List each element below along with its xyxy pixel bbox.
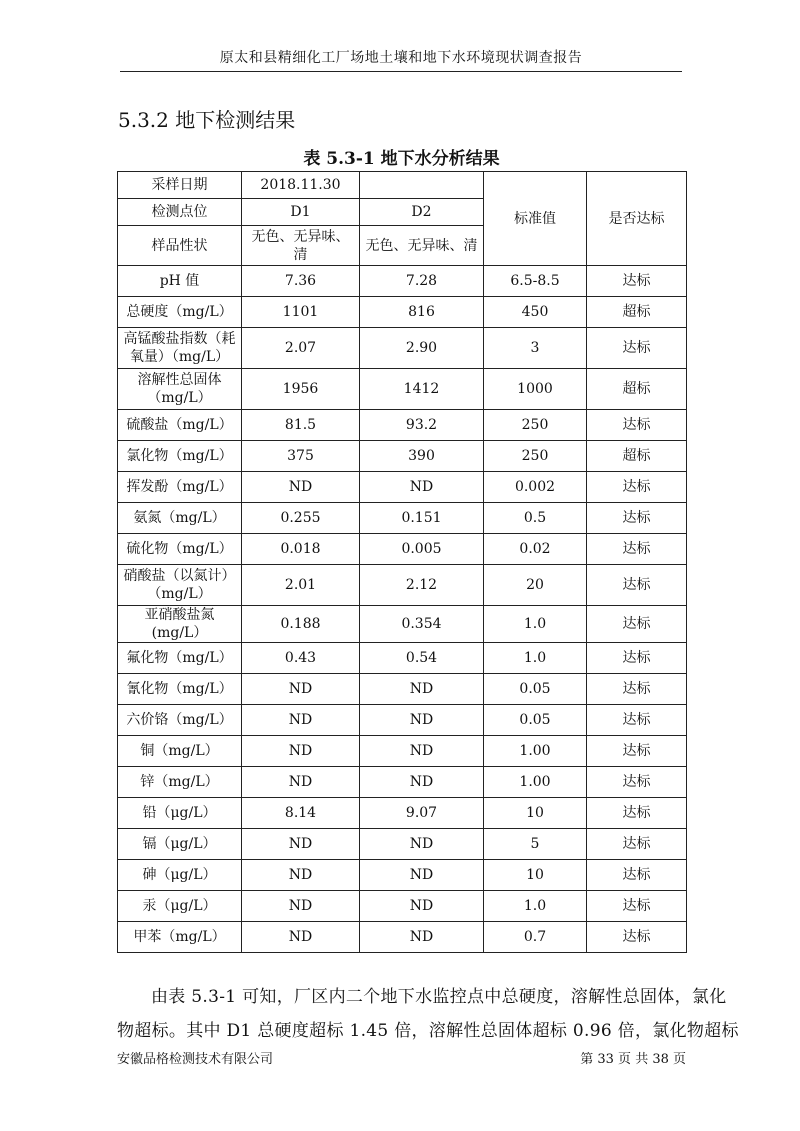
nature-d1: 无色、无异味、清 <box>242 226 360 266</box>
item-cell: 硫化物（mg/L） <box>118 534 242 565</box>
item-cell: 总硬度（mg/L） <box>118 297 242 328</box>
result-cell: 达标 <box>587 860 687 891</box>
groundwater-results-table <box>117 171 687 953</box>
d2-cell: ND <box>360 891 484 922</box>
table-row <box>118 860 687 891</box>
standard-cell: 3 <box>484 328 587 369</box>
standard-cell: 0.002 <box>484 472 587 503</box>
result-cell: 达标 <box>587 798 687 829</box>
table-row <box>118 674 687 705</box>
table-caption: 表 5.3-1 地下水分析结果 <box>303 149 500 169</box>
d2-cell: 0.151 <box>360 503 484 534</box>
table-row <box>118 472 687 503</box>
table-header-row <box>118 172 687 199</box>
result-cell: 达标 <box>587 503 687 534</box>
standard-cell: 20 <box>484 565 587 606</box>
standard-cell: 1.0 <box>484 891 587 922</box>
d1-cell: 81.5 <box>242 410 360 441</box>
d2-cell: 816 <box>360 297 484 328</box>
d1-cell: 1956 <box>242 369 360 410</box>
item-cell: 铅（μg/L） <box>118 798 242 829</box>
item-cell: 锌（mg/L） <box>118 767 242 798</box>
item-cell: 六价铬（mg/L） <box>118 705 242 736</box>
item-cell: 氰化物（mg/L） <box>118 674 242 705</box>
table-row <box>118 441 687 472</box>
standard-cell: 0.02 <box>484 534 587 565</box>
d2-cell: 0.54 <box>360 643 484 674</box>
header-rule <box>120 71 682 72</box>
sample-date-label: 采样日期 <box>118 172 242 199</box>
section-heading: 5.3.2 地下检测结果 <box>118 108 296 132</box>
d2-cell: 0.005 <box>360 534 484 565</box>
point-label: 检测点位 <box>118 199 242 226</box>
table-row <box>118 767 687 798</box>
table-row <box>118 736 687 767</box>
d2-cell: ND <box>360 829 484 860</box>
item-cell: 溶解性总固体（mg/L） <box>118 369 242 410</box>
standard-cell: 450 <box>484 297 587 328</box>
standard-cell: 5 <box>484 829 587 860</box>
body-paragraph-line-2: 物超标。其中 D1 总硬度超标 1.45 倍，溶解性总固体超标 0.96 倍，氯化物超标 <box>117 1021 739 1041</box>
item-cell: 亚硝酸盐氮(mg/L） <box>118 606 242 643</box>
item-cell: 铜（mg/L） <box>118 736 242 767</box>
standard-cell: 10 <box>484 860 587 891</box>
d1-cell: ND <box>242 674 360 705</box>
table-row <box>118 829 687 860</box>
table-row <box>118 369 687 410</box>
result-cell: 达标 <box>587 565 687 606</box>
table-row <box>118 643 687 674</box>
result-cell: 达标 <box>587 705 687 736</box>
standard-cell: 1.0 <box>484 643 587 674</box>
d2-cell: ND <box>360 674 484 705</box>
point-d2: D2 <box>360 199 484 226</box>
d1-cell: 0.43 <box>242 643 360 674</box>
standard-cell: 1.0 <box>484 606 587 643</box>
footer-company: 安徽品格检测技术有限公司 <box>117 1052 274 1067</box>
standard-header: 标准值 <box>484 172 587 266</box>
d1-cell: 0.018 <box>242 534 360 565</box>
running-header: 原太和县精细化工厂场地土壤和地下水环境现状调查报告 <box>219 50 583 66</box>
result-cell: 超标 <box>587 297 687 328</box>
item-cell: 甲苯（mg/L） <box>118 922 242 953</box>
d1-cell: ND <box>242 472 360 503</box>
result-cell: 超标 <box>587 441 687 472</box>
item-cell: 挥发酚（mg/L） <box>118 472 242 503</box>
standard-cell: 0.05 <box>484 705 587 736</box>
d1-cell: 1101 <box>242 297 360 328</box>
result-cell: 达标 <box>587 534 687 565</box>
table-row <box>118 297 687 328</box>
item-cell: 砷（μg/L） <box>118 860 242 891</box>
result-cell: 达标 <box>587 891 687 922</box>
d2-cell: 9.07 <box>360 798 484 829</box>
nature-d2: 无色、无异味、清 <box>360 226 484 266</box>
d2-cell: ND <box>360 922 484 953</box>
standard-cell: 1.00 <box>484 736 587 767</box>
d1-cell: ND <box>242 860 360 891</box>
d2-cell: ND <box>360 767 484 798</box>
item-cell: 氟化物（mg/L） <box>118 643 242 674</box>
d1-cell: ND <box>242 767 360 798</box>
d1-cell: ND <box>242 891 360 922</box>
nature-label: 样品性状 <box>118 226 242 266</box>
d1-cell: ND <box>242 829 360 860</box>
footer-page-info: 第 33 页 共 38 页 <box>580 1052 686 1067</box>
d2-cell: ND <box>360 705 484 736</box>
item-cell: 镉（μg/L） <box>118 829 242 860</box>
table-row <box>118 922 687 953</box>
result-cell: 达标 <box>587 736 687 767</box>
d1-cell: 375 <box>242 441 360 472</box>
d2-cell: ND <box>360 736 484 767</box>
body-paragraph-line-1: 由表 5.3-1 可知，厂区内二个地下水监控点中总硬度，溶解性总固体，氯化 <box>151 987 727 1007</box>
item-cell: 氯化物（mg/L） <box>118 441 242 472</box>
result-cell: 达标 <box>587 410 687 441</box>
table-row <box>118 705 687 736</box>
d2-cell: 390 <box>360 441 484 472</box>
d2-cell: ND <box>360 860 484 891</box>
standard-cell: 1000 <box>484 369 587 410</box>
result-cell: 达标 <box>587 643 687 674</box>
d1-cell: 0.255 <box>242 503 360 534</box>
d2-cell: ND <box>360 472 484 503</box>
result-cell: 达标 <box>587 328 687 369</box>
d1-cell: 0.188 <box>242 606 360 643</box>
standard-cell: 0.7 <box>484 922 587 953</box>
d1-cell: 8.14 <box>242 798 360 829</box>
result-cell: 达标 <box>587 922 687 953</box>
standard-cell: 1.00 <box>484 767 587 798</box>
point-d1: D1 <box>242 199 360 226</box>
d1-cell: ND <box>242 736 360 767</box>
table-row <box>118 534 687 565</box>
table-row <box>118 328 687 369</box>
standard-cell: 250 <box>484 410 587 441</box>
result-cell: 达标 <box>587 767 687 798</box>
table-row <box>118 606 687 643</box>
d2-cell: 2.12 <box>360 565 484 606</box>
d1-cell: 7.36 <box>242 266 360 297</box>
table-row <box>118 410 687 441</box>
standard-cell: 250 <box>484 441 587 472</box>
d1-cell: ND <box>242 705 360 736</box>
result-cell: 达标 <box>587 606 687 643</box>
standard-cell: 0.5 <box>484 503 587 534</box>
result-cell: 达标 <box>587 472 687 503</box>
item-cell: pH 值 <box>118 266 242 297</box>
sample-date-value: 2018.11.30 <box>242 172 360 199</box>
d2-cell: 0.354 <box>360 606 484 643</box>
item-cell: 高锰酸盐指数（耗氧量）（mg/L） <box>118 328 242 369</box>
table-row <box>118 503 687 534</box>
d2-cell: 7.28 <box>360 266 484 297</box>
d2-cell: 2.90 <box>360 328 484 369</box>
standard-cell: 10 <box>484 798 587 829</box>
d2-cell: 1412 <box>360 369 484 410</box>
item-cell: 硫酸盐（mg/L） <box>118 410 242 441</box>
result-cell: 超标 <box>587 369 687 410</box>
table-row <box>118 565 687 606</box>
d1-cell: 2.07 <box>242 328 360 369</box>
standard-cell: 0.05 <box>484 674 587 705</box>
standard-cell: 6.5-8.5 <box>484 266 587 297</box>
item-cell: 硝酸盐（以氮计）（mg/L） <box>118 565 242 606</box>
compliance-header: 是否达标 <box>587 172 687 266</box>
table-row <box>118 891 687 922</box>
result-cell: 达标 <box>587 266 687 297</box>
table-row <box>118 266 687 297</box>
d2-cell: 93.2 <box>360 410 484 441</box>
item-cell: 氨氮（mg/L） <box>118 503 242 534</box>
result-cell: 达标 <box>587 829 687 860</box>
table-row <box>118 798 687 829</box>
d1-cell: 2.01 <box>242 565 360 606</box>
d1-cell: ND <box>242 922 360 953</box>
sample-date-empty <box>360 172 484 199</box>
item-cell: 汞（μg/L） <box>118 891 242 922</box>
result-cell: 达标 <box>587 674 687 705</box>
